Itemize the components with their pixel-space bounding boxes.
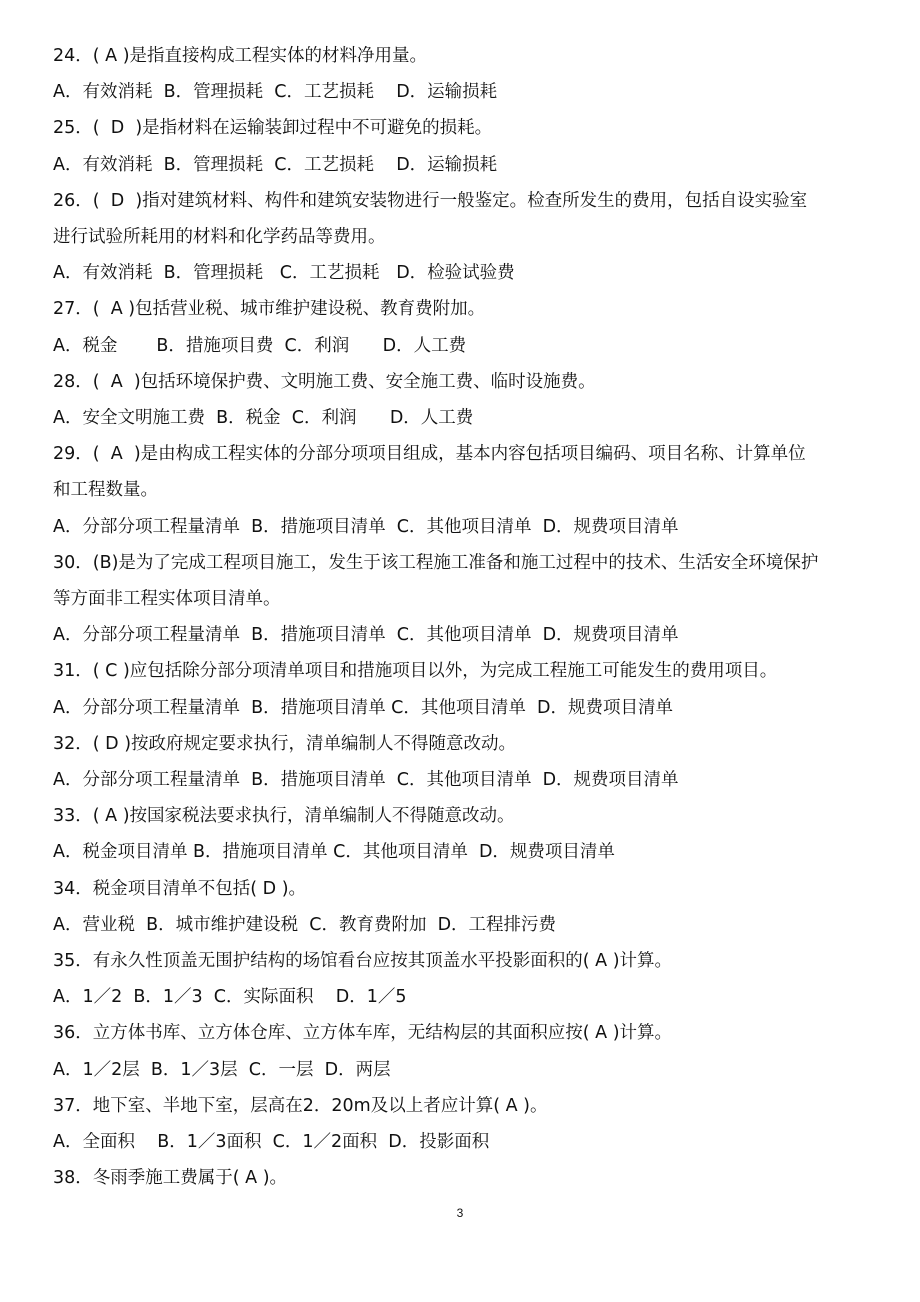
text-line: 和工程数量。 xyxy=(53,480,158,501)
text-line: 38．冬雨季施工费属于( A )。 xyxy=(53,1168,288,1189)
text-line: A．税金 B．措施项目费 C．利润 D．人工费 xyxy=(53,335,467,356)
text-line: A．分部分项工程量清单 B．措施项目清单 C．其他项目清单 D．规费项目清单 xyxy=(53,697,673,718)
text-line: A．分部分项工程量清单 B．措施项目清单 C．其他项目清单 D．规费项目清单 xyxy=(53,625,679,646)
text-line: A．分部分项工程量清单 B．措施项目清单 C．其他项目清单 D．规费项目清单 xyxy=(53,516,679,537)
text-line: 37．地下室、半地下室，层高在2．20m及以上者应计算( A )。 xyxy=(53,1095,548,1116)
text-line: 30．(B)是为了完成工程项目施工，发生于该工程施工准备和施工过程中的技术、生活安全环境保护 xyxy=(53,552,819,573)
text-line: 27．( A )包括营业税、城市维护建设税、教育费附加。 xyxy=(53,299,486,320)
text-line: 36．立方体书库、立方体仓库、立方体车库，无结构层的其面积应按( A )计算。 xyxy=(53,1023,673,1044)
text-line: 25．( D )是指材料在运输装卸过程中不可避免的损耗。 xyxy=(53,118,493,139)
text-line: 32．( D )按政府规定要求执行，清单编制人不得随意改动。 xyxy=(53,733,517,754)
text-line: 31．( C )应包括除分部分项清单项目和措施项目以外，为完成工程施工可能发生的费用项目。 xyxy=(53,661,778,682)
text-line: 进行试验所耗用的材料和化学药品等费用。 xyxy=(53,227,386,247)
text-line: A．有效消耗 B．管理损耗 C．工艺损耗 D．运输损耗 xyxy=(53,154,498,175)
text-line: A．1／2 B．1／3 C．实际面积 D．1／5 xyxy=(53,987,407,1008)
text-line: 34．税金项目清单不包括( D )。 xyxy=(53,878,307,899)
text-line: 26．( D )指对建筑材料、构件和建筑安装物进行一般鉴定。检查所发生的费用，包括自设实验室 xyxy=(53,190,808,211)
text-line: A．全面积 B．1／3面积 C．1／2面积 D．投影面积 xyxy=(53,1132,490,1152)
text-line: A．安全文明施工费 B．税金 C．利润 D．人工费 xyxy=(53,408,474,428)
text-line: 29．( A )是由构成工程实体的分部分项项目组成，基本内容包括项目编码、项目名称、计算单位 xyxy=(53,444,806,465)
text-line: 24．( A )是指直接构成工程实体的材料净用量。 xyxy=(53,46,428,66)
text-line: 35．有永久性顶盖无围护结构的场馆看台应按其顶盖水平投影面积的( A )计算。 xyxy=(53,951,673,971)
text-line: 33．( A )按国家税法要求执行，清单编制人不得随意改动。 xyxy=(53,806,515,827)
text-line: A．分部分项工程量清单 B．措施项目清单 C．其他项目清单 D．规费项目清单 xyxy=(53,770,679,790)
text-line: A．有效消耗 B．管理损耗 C．工艺损耗 D．运输损耗 xyxy=(53,82,498,103)
page-number: 3 xyxy=(456,1206,464,1220)
text-line: 等方面非工程实体项目清单。 xyxy=(53,589,281,609)
text-line: A．税金项目清单 B．措施项目清单 C．其他项目清单 D．规费项目清单 xyxy=(53,842,615,863)
text-line: A．营业税 B．城市维护建设税 C．教育费附加 D．工程排污费 xyxy=(53,914,557,935)
text-line: A．有效消耗 B．管理损耗 C．工艺损耗 D．检验试验费 xyxy=(53,263,515,284)
text-line: A．1／2层 B．1／3层 C．一层 D．两层 xyxy=(53,1059,391,1080)
text-line: 28．( A )包括环境保护费、文明施工费、安全施工费、临时设施费。 xyxy=(53,371,596,392)
